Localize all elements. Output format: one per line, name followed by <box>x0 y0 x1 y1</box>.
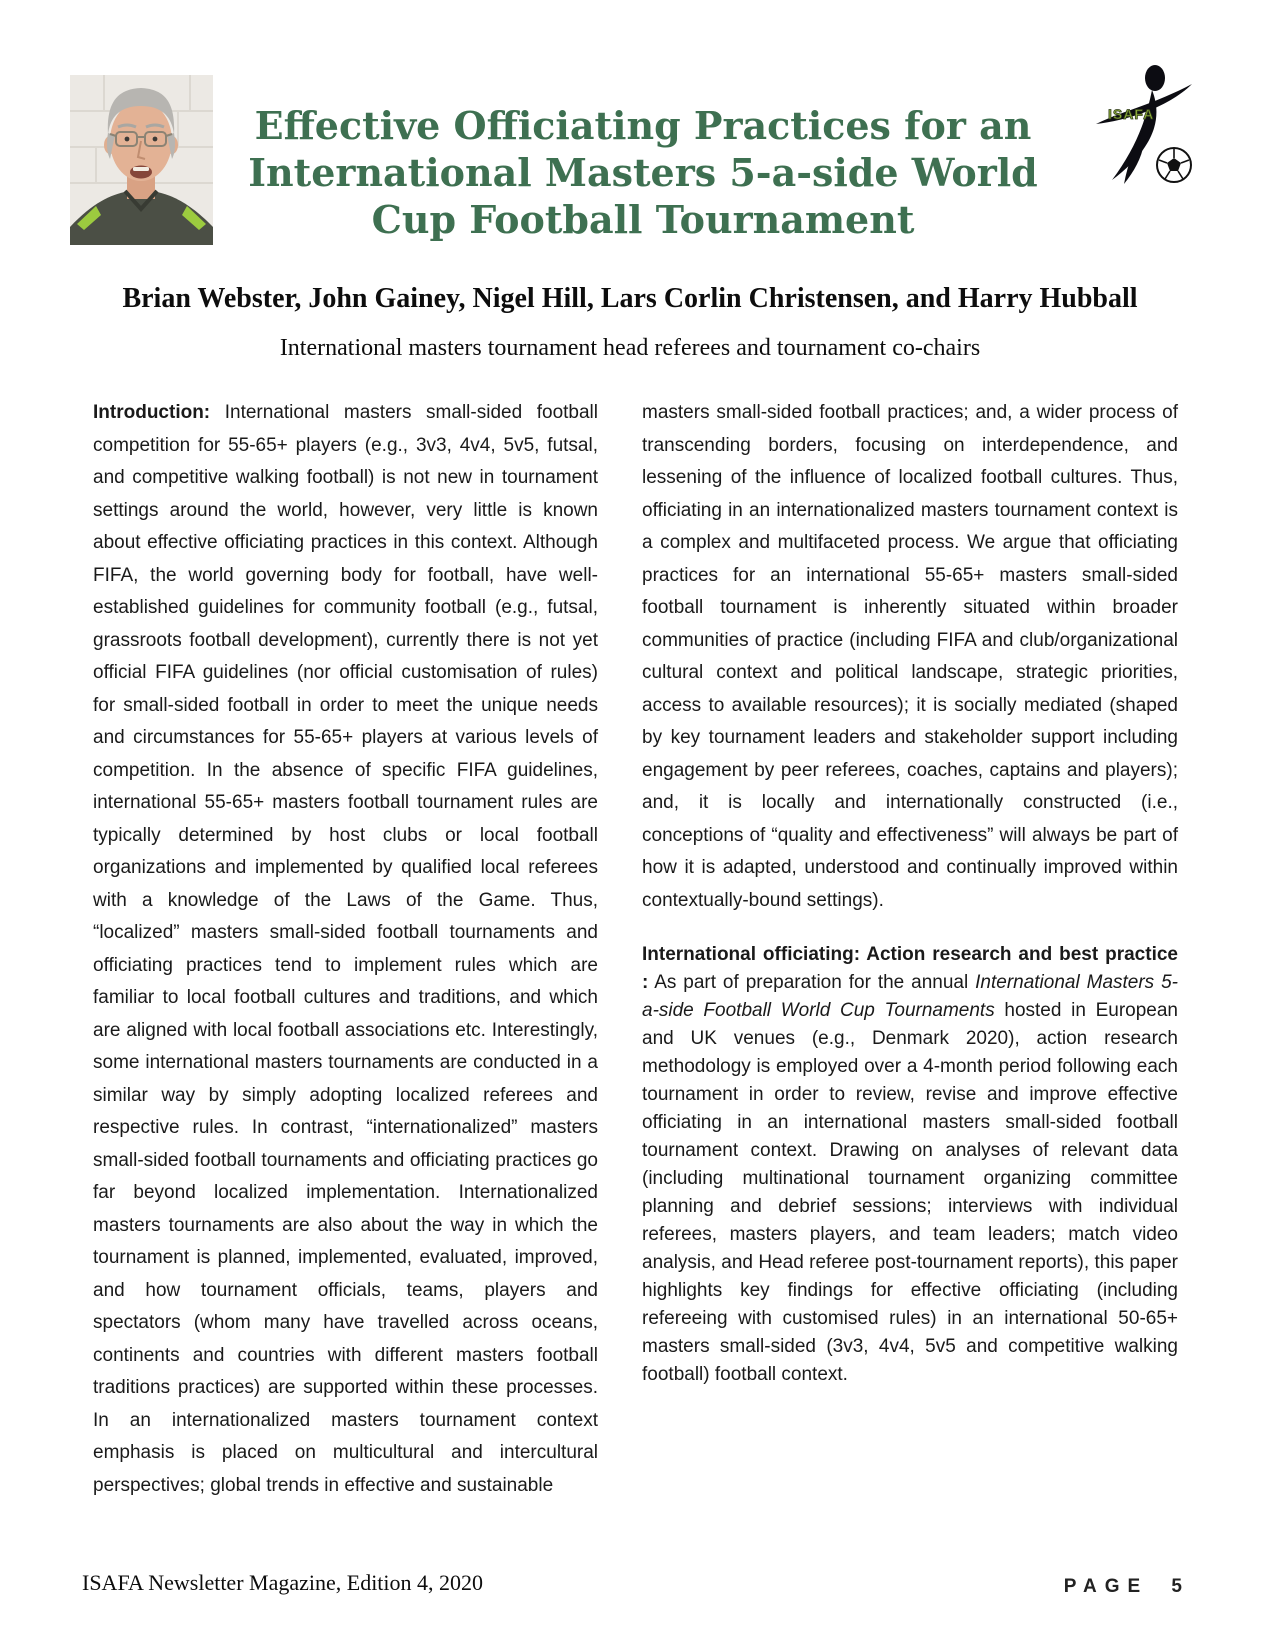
right-column <box>642 397 1178 1502</box>
continuation-paragraph: masters small-sided football practices; and, a wider process of transcending borders, focusing on interdependence, and lessening of the influence of localized football cultures. Thus, officiating in an internationalized masters tournament context is a complex and multifaceted process. We argue that officiating practices for an international 55-65+ masters small-sided football tournament is inherently situated within broader communities of practice (including FIFA and club/organizational cultural context and political landscape, strategic priorities, access to available resources); it is socially mediated (shaped by key tournament leaders and stakeholder support including engagement by peer referees, coaches, captains and players); and, it is locally and internationally constructed (i.e., conceptions of “quality and effectiveness” will always be part of how it is adapted, understood and continually improved within contextually-bound settings). <box>642 402 1178 911</box>
officiating-text-1: As part of preparation for the annual <box>648 972 976 993</box>
officiating-text-2: hosted in European and UK venues (e.g., Denmark 2020), action research methodology is employed over a 4-month period following each tournament in order to review, revise and improve effective officiating in an international masters small-sided football tournament context. Drawing on analyses of relevant data (including multinational tournament organizing committee planning and debrief sessions; interviews with individual referees, masters players, and team leaders; match video analysis, and Head referee post-tournament reports), this paper highlights key findings for effective officiating (including refereeing with customised rules) in an international 50-65+ masters small-sided (3v3, 4v4, 5v5 and competitive walking football) football context. <box>642 1000 1178 1385</box>
footer-edition-label: ISAFA Newsletter Magazine, Edition 4, 2020 <box>82 1570 484 1595</box>
title-line-3: Cup Football Tournament <box>371 197 915 242</box>
intro-paragraph <box>93 397 598 1502</box>
referee-photo <box>70 75 213 245</box>
title-line-2: International Masters 5-a-side World <box>248 150 1038 195</box>
left-column <box>93 397 598 1502</box>
authors-subtitle: International masters tournament head referees and tournament co-chairs <box>279 335 981 361</box>
officiating-paragraph <box>642 941 1178 1389</box>
isafa-logo <box>1088 62 1200 192</box>
officiating-lead: International officiating: Action research and best practice : <box>642 944 1178 993</box>
soccer-ball-icon <box>1157 148 1191 182</box>
footer-page-number: PAGE 5 <box>1063 1576 1190 1597</box>
title-line-1: Effective Officiating Practices for an <box>254 103 1032 148</box>
intro-text: International masters small-sided football competition for 55-65+ players (e.g., 3v3, 4v4, 5v5, futsal, and competitive walking football) is not new in tournament settings around the world, however, very little is known about effective officiating practices in this context. Although FIFA, the world governing body for football, have well-established guidelines for community football (e.g., futsal, grassroots football development), currently there is not yet official FIFA guidelines (nor official customisation of rules) for small-sided football in order to meet the unique needs and circumstances for 55-65+ players at various levels of competition. In the absence of specific FIFA guidelines, international 55-65+ masters football tournament rules are typically determined by host clubs or local football organizations and implemented by qualified local referees with a knowledge of the Laws of the Game. Thus, “localized” masters small-sided football tournaments and officiating practices tend to implement rules which are familiar to local football cultures and traditions, and which are aligned with local football associations etc. Interestingly, some international masters tournaments are conducted in a similar way by simply adopting localized referees and respective rules. In contrast, “internationalized” masters small-sided football tournaments and officiating practices go far beyond localized implementation. Internationalized masters tournaments are also about the way in which the tournament is planned, implemented, evaluated, improved, and how tournament officials, teams, players and spectators (whom many have travelled across oceans, continents and countries with different masters football traditions practices) are supported within these processes. In an internationalized masters tournament context emphasis is placed on multicultural and intercultural perspectives; global trends in effective and sustainable <box>93 402 598 1496</box>
article-body <box>93 397 1178 1502</box>
tournament-name-italic: International Masters 5-a-side Football World Cup Tournaments <box>642 972 1178 1021</box>
portrait-illustration <box>70 75 213 245</box>
authors-line: Brian Webster, John Gainey, Nigel Hill, Lars Corlin Christensen, and Harry Hubball <box>122 283 1138 314</box>
logo-text: ISAFA <box>1108 106 1155 122</box>
article-title <box>213 102 1073 243</box>
intro-lead: Introduction: <box>93 402 211 423</box>
